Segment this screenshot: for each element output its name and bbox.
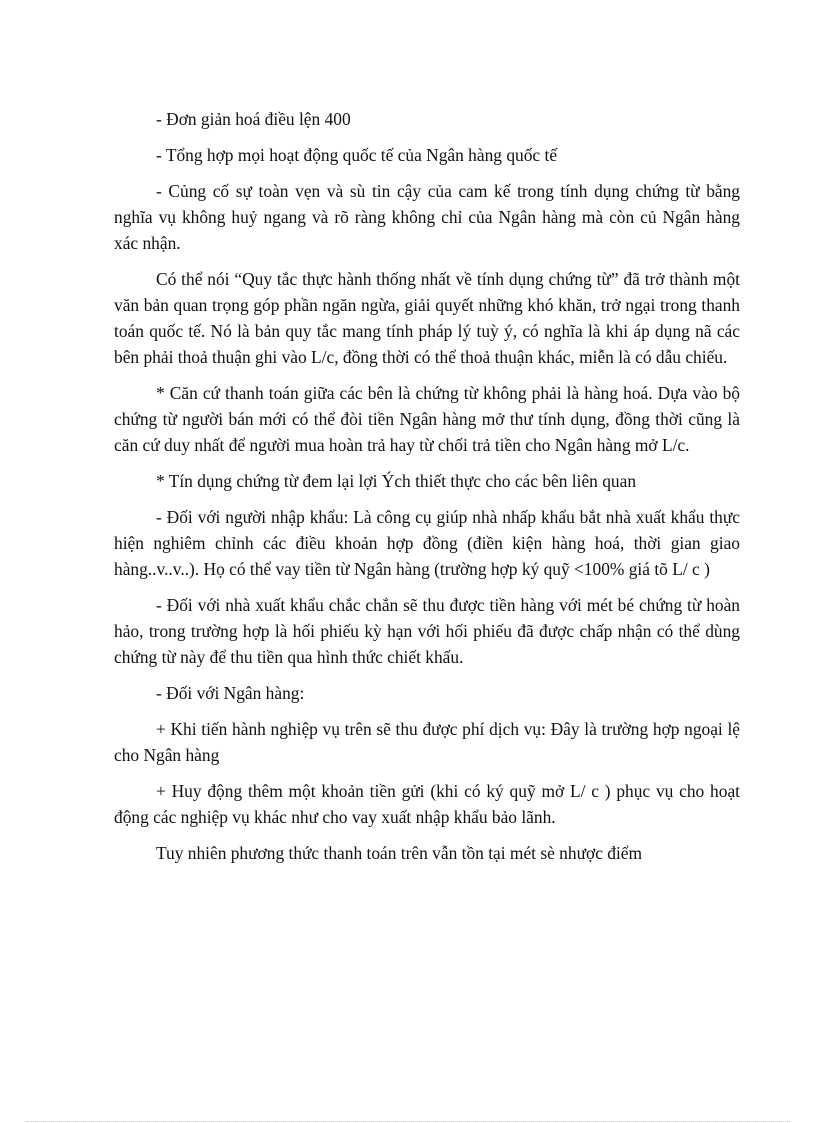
- list-item-exporter-benefit: - Đối với nhà xuất khẩu chắc chắn sẽ thu được tiền hàng với mét bé chứng từ hoàn hảo, trong trường hợp là hối phiếu kỳ hạn với hối phiếu đã được chấp nhận có thể dùng chứng từ này để thu tiền qua hình thức chiết khấu.: [114, 595, 740, 667]
- paragraph-drawbacks: Tuy nhiên phương thức thanh toán trên vẫn tồn tại mét sè nhược điểm: [156, 843, 643, 863]
- paragraph-ucp-importance: Có thể nói “Quy tắc thực hành thống nhất về tính dụng chứng từ” đã trở thành một văn bản quan trọng góp phần ngăn ngừa, giải quyết những khó khăn, trở ngại trong thanh toán quốc tế. Nó là bản quy tắc mang tính pháp lý tuỳ ý, có nghĩa là khi áp dụng nã các bên phải thoả thuận ghi vào L/c, đồng thời có thể thoả thuận khác, miễn là có dẫu chiếu.: [114, 269, 740, 367]
- list-item-bank-fee: + Khi tiến hành nghiệp vụ trên sẽ thu được phí dịch vụ: Đây là trường hợp ngoại lệ cho Ngân hàng: [114, 719, 740, 765]
- list-item-bank-deposit: + Huy động thêm một khoản tiền gửi (khi có ký quỹ mở L/ c ) phục vụ cho hoạt động các nghiệp vụ khác như cho vay xuất nhập khẩu bảo lãnh.: [114, 781, 740, 827]
- list-item-simplify-rules: - Đơn giản hoá điều lện 400: [156, 109, 351, 129]
- page-bottom-divider: [26, 1121, 790, 1122]
- paragraph-payment-basis: * Căn cứ thanh toán giữa các bên là chứng từ không phải là hàng hoá. Dựa vào bộ chứng từ người bán mới có thể đòi tiền Ngân hàng mở thư tính dụng, đồng thời cũng là căn cứ duy nhất để người mua hoàn trả hay từ chối trả tiền cho Ngân hàng mở L/c.: [114, 383, 740, 455]
- document-body: [114, 106, 740, 876]
- list-item-importer-benefit: - Đối với người nhập khẩu: Là công cụ giúp nhà nhấp khẩu bắt nhà xuất khẩu thực hiện nghiêm chỉnh các điều khoản hợp đồng (điền kiện hàng hoá, thời gian giao hàng..v..v..). Họ có thể vay tiền từ Ngân hàng (trường hợp ký quỹ <100% giá tõ L/ c ): [114, 507, 740, 579]
- list-item-strengthen-commitment: - Củng cố sự toàn vẹn và sù tin cậy của cam kế trong tính dụng chứng từ bằng nghĩa vụ không huỷ ngang và rõ ràng không chỉ của Ngân hàng mà còn củ Ngân hàng xác nhận.: [114, 181, 740, 253]
- list-item-summarize-activities: - Tổng hợp mọi hoạt động quốc tế của Ngân hàng quốc tế: [156, 145, 558, 165]
- paragraph-benefits-heading: * Tín dụng chứng từ đem lại lợi Ých thiết thực cho các bên liên quan: [156, 471, 637, 491]
- list-item-bank-heading: - Đối với Ngân hàng:: [156, 683, 305, 703]
